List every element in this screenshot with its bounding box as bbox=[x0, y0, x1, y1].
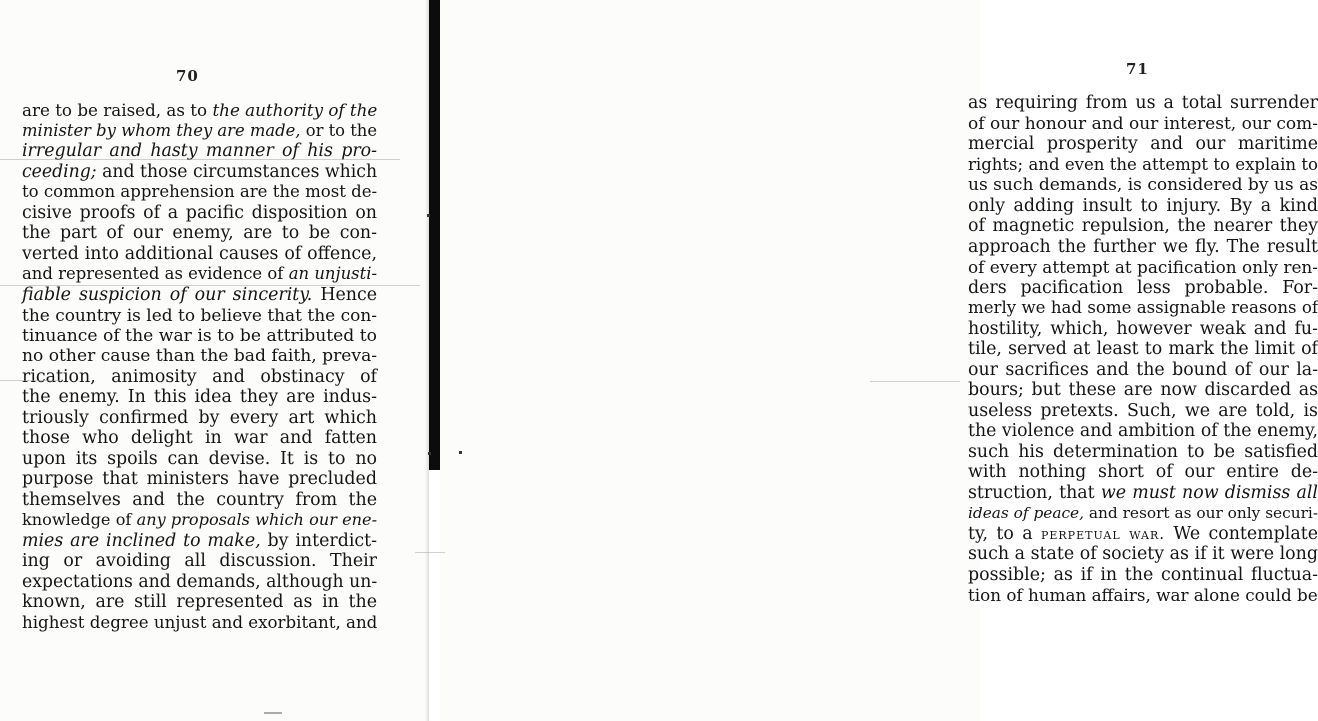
text-line bbox=[968, 585, 1318, 606]
scan-line bbox=[415, 552, 445, 553]
text-run: our sacrifices and the bound of our la- bbox=[968, 359, 1318, 380]
text-run: only adding insult to injury. By a kind bbox=[968, 195, 1318, 216]
text-run: hostility, which, however weak and fu- bbox=[968, 318, 1318, 339]
scan-line bbox=[870, 381, 960, 382]
text-run: ders pacification less probable. For- bbox=[968, 277, 1318, 298]
text-run: by interdict- bbox=[260, 530, 378, 551]
text-run: expectations and demands, although un- bbox=[22, 571, 378, 592]
text-line bbox=[968, 196, 1318, 217]
book-gutter bbox=[429, 0, 440, 470]
text-line bbox=[968, 257, 1318, 278]
italic-text: the authority of the bbox=[212, 100, 378, 120]
text-run: struction, that bbox=[968, 482, 1101, 503]
italic-text: ceeding; bbox=[22, 161, 97, 182]
text-run: the part of our enemy, are to be con- bbox=[22, 223, 377, 243]
text-line bbox=[22, 367, 377, 388]
text-run: the country is led to believe that the con- bbox=[22, 305, 377, 325]
text-line bbox=[22, 490, 377, 511]
text-line bbox=[968, 503, 1318, 524]
text-run: triously confirmed by every art which bbox=[22, 407, 377, 428]
page-number-left: 70 bbox=[176, 67, 199, 85]
text-line bbox=[22, 449, 377, 470]
text-line bbox=[22, 223, 377, 244]
text-run: knowledge of bbox=[22, 510, 137, 529]
text-run: and those circumstances which bbox=[96, 161, 378, 182]
italic-text: fiable suspicion of our sincerity. bbox=[22, 284, 313, 305]
text-run: such a state of society as if it were long bbox=[968, 544, 1318, 564]
text-line bbox=[22, 469, 377, 490]
small-caps-text: perpetual war. bbox=[1040, 524, 1165, 543]
text-line bbox=[22, 326, 377, 347]
text-line bbox=[22, 387, 377, 408]
text-line bbox=[22, 531, 377, 552]
text-line bbox=[968, 216, 1318, 237]
text-line bbox=[22, 203, 377, 224]
text-line bbox=[968, 565, 1318, 586]
scan-line bbox=[0, 159, 400, 160]
text-run: highest degree unjust and exorbitant, and bbox=[22, 612, 378, 632]
text-line bbox=[22, 551, 377, 572]
text-run: verted into additional causes of offence, bbox=[22, 243, 377, 264]
right-page bbox=[440, 0, 1318, 721]
text-run: Hence bbox=[312, 284, 378, 305]
text-line bbox=[968, 278, 1318, 299]
text-line bbox=[968, 544, 1318, 565]
text-line bbox=[968, 134, 1318, 155]
text-line bbox=[22, 428, 377, 449]
text-line bbox=[968, 93, 1318, 114]
text-run: merly we had some assignable reasons of bbox=[968, 298, 1318, 317]
text-run: upon its spoils can devise. It is to no bbox=[22, 448, 377, 469]
text-run: are to be raised, as to bbox=[22, 100, 213, 120]
text-line bbox=[968, 442, 1318, 463]
text-line bbox=[22, 408, 377, 429]
text-run: of every attempt at pacification only ren- bbox=[968, 257, 1318, 277]
text-run: mercial prosperity and our maritime bbox=[968, 134, 1318, 154]
text-line bbox=[968, 462, 1318, 483]
text-run: possible; as if in the continual fluctua- bbox=[968, 564, 1318, 585]
left-page bbox=[0, 0, 430, 721]
text-line bbox=[968, 401, 1318, 422]
text-line bbox=[968, 155, 1318, 176]
text-line bbox=[22, 305, 377, 326]
text-run: of our honour and our interest, our com- bbox=[968, 113, 1318, 134]
text-line bbox=[22, 613, 377, 634]
text-run: or to the bbox=[300, 120, 378, 140]
text-line bbox=[968, 421, 1318, 442]
italic-text: mies are inclined to make, bbox=[22, 530, 261, 551]
text-run: the violence and ambition of the enemy, bbox=[968, 421, 1318, 441]
text-line bbox=[22, 572, 377, 593]
text-line bbox=[968, 380, 1318, 401]
text-run: ty, to a bbox=[968, 523, 1041, 544]
text-line bbox=[22, 121, 377, 142]
text-run: of magnetic repulsion, the nearer they bbox=[968, 216, 1318, 236]
text-line bbox=[968, 483, 1318, 504]
text-run: the enemy. In this idea they are indus- bbox=[22, 387, 377, 407]
text-run: those who delight in war and fatten bbox=[22, 428, 377, 448]
text-line bbox=[22, 182, 377, 203]
text-line bbox=[22, 162, 377, 183]
scan-line bbox=[0, 380, 60, 381]
right-page-text bbox=[968, 93, 1318, 606]
text-run: ing or avoiding all discussion. Their bbox=[22, 551, 377, 571]
text-run: such his determination to be satisfied bbox=[968, 441, 1318, 462]
italic-text: ideas of peace, bbox=[968, 504, 1085, 522]
text-run: bours; but these are now discarded as bbox=[968, 380, 1318, 400]
scan-speck bbox=[264, 712, 282, 714]
italic-text: an unjusti- bbox=[288, 264, 377, 283]
text-line bbox=[968, 298, 1318, 319]
scan-line bbox=[0, 285, 420, 286]
text-run: tion of human affairs, war alone could be bbox=[968, 585, 1318, 605]
text-run: approach the further we fly. The result bbox=[968, 236, 1318, 257]
text-line bbox=[22, 244, 377, 265]
text-line bbox=[968, 339, 1318, 360]
text-line bbox=[968, 175, 1318, 196]
text-run: rication, animosity and obstinacy of bbox=[22, 366, 377, 387]
italic-text: we must now dismiss all bbox=[1100, 482, 1318, 503]
text-line bbox=[22, 100, 377, 121]
text-run: tile, served at least to mark the limit of bbox=[968, 339, 1318, 359]
text-run: as requiring from us a total surrender bbox=[968, 93, 1318, 113]
text-line bbox=[22, 264, 377, 285]
italic-text: any proposals which our ene- bbox=[136, 510, 378, 529]
text-line bbox=[22, 510, 377, 531]
text-line bbox=[22, 592, 377, 613]
text-run: us such demands, is considered by us as bbox=[968, 175, 1318, 195]
text-run: We contemplate bbox=[1165, 523, 1318, 544]
text-run: useless pretexts. Such, we are told, is bbox=[968, 400, 1318, 421]
page-number-right: 71 bbox=[1126, 60, 1149, 78]
italic-text: irregular and hasty manner of his pro- bbox=[22, 141, 377, 161]
left-page-text bbox=[22, 100, 377, 633]
text-run: purpose that ministers have precluded bbox=[22, 469, 377, 489]
text-line bbox=[968, 319, 1318, 340]
text-line bbox=[968, 360, 1318, 381]
text-line bbox=[968, 237, 1318, 258]
text-run: known, are still represented as in the bbox=[22, 592, 377, 612]
scan-speck bbox=[428, 452, 431, 455]
italic-text: minister by whom they are made, bbox=[22, 120, 301, 140]
scan-speck bbox=[427, 214, 430, 217]
text-line bbox=[22, 346, 377, 367]
text-run: to common apprehension are the most de- bbox=[22, 182, 378, 201]
text-run: no other cause than the bad faith, preva- bbox=[22, 346, 378, 366]
text-line bbox=[22, 285, 377, 306]
text-run: tinuance of the war is to be attributed to bbox=[22, 325, 377, 346]
text-run: and resort as our only securi- bbox=[1084, 504, 1318, 522]
text-run: themselves and the country from the bbox=[22, 489, 377, 510]
text-line bbox=[968, 524, 1318, 545]
text-run: with nothing short of our entire de- bbox=[968, 462, 1318, 482]
scan-speck bbox=[459, 451, 462, 454]
text-run: and represented as evidence of bbox=[22, 264, 289, 283]
text-line bbox=[968, 114, 1318, 135]
text-run: rights; and even the attempt to explain to bbox=[968, 154, 1318, 174]
text-run: cisive proofs of a pacific disposition on bbox=[22, 202, 377, 223]
